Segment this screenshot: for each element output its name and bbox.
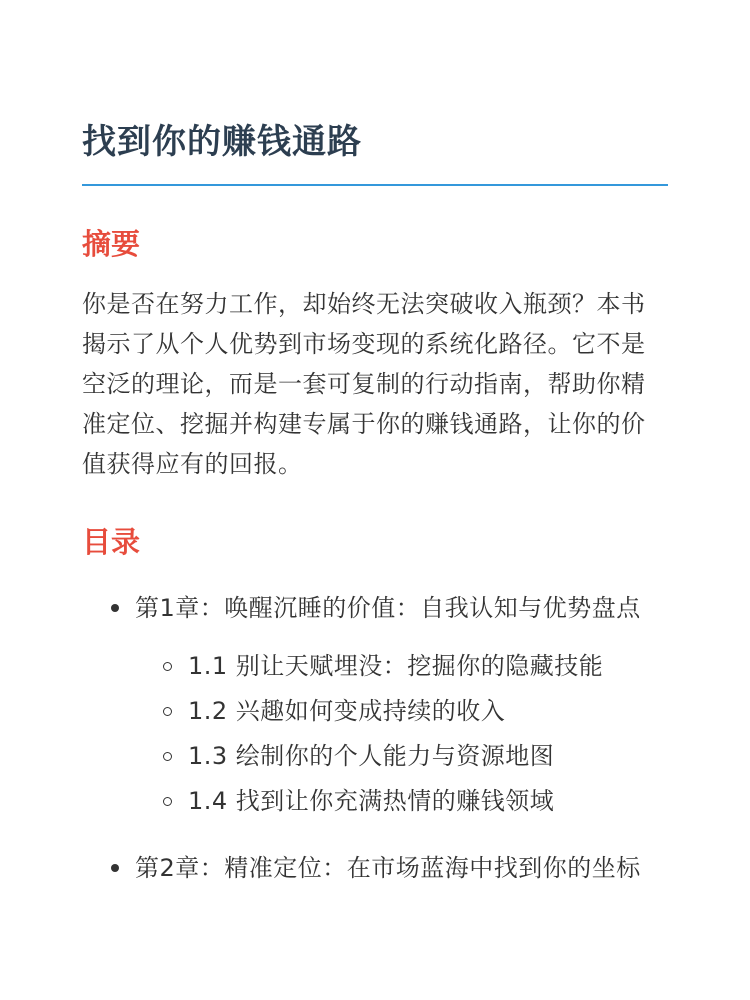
toc-section-item	[135, 689, 668, 734]
section-title: 1.3 绘制你的个人能力与资源地图	[188, 742, 555, 770]
toc-section-item	[135, 734, 668, 779]
title-divider	[82, 184, 668, 186]
page-title: 找到你的赚钱通路	[82, 122, 362, 162]
chapter-title: 第1章：唤醒沉睡的价值：自我认知与优势盘点	[135, 594, 641, 622]
abstract-heading: 摘要	[82, 227, 141, 261]
section-title: 1.2 兴趣如何变成持续的收入	[188, 697, 506, 725]
section-title: 1.4 找到让你充满热情的赚钱领域	[188, 787, 555, 815]
toc-section-item	[135, 779, 668, 824]
hollow-bullet-icon	[163, 662, 172, 671]
toc-chapter-1	[82, 588, 668, 824]
abstract-paragraph: 你是否在努力工作，却始终无法突破收入瓶颈？本书揭示了从个人优势到市场变现的系统化路径。它不是空泛的理论，而是一套可复制的行动指南，帮助你精准定位、挖掘并构建专属于你的赚钱通路，让你的价值获得应有的回报。	[82, 290, 646, 478]
toc-heading: 目录	[82, 525, 141, 559]
chapter-sections	[135, 644, 668, 824]
hollow-bullet-icon	[163, 752, 172, 761]
toc-chapter-2	[82, 848, 668, 888]
hollow-bullet-icon	[163, 707, 172, 716]
toc-section-item	[135, 644, 668, 689]
bullet-icon	[111, 604, 119, 612]
chapter-title: 第2章：精准定位：在市场蓝海中找到你的坐标	[135, 854, 641, 882]
bullet-icon	[111, 864, 119, 872]
section-title: 1.1 别让天赋埋没：挖掘你的隐藏技能	[188, 652, 604, 680]
table-of-contents	[82, 588, 668, 888]
hollow-bullet-icon	[163, 797, 172, 806]
